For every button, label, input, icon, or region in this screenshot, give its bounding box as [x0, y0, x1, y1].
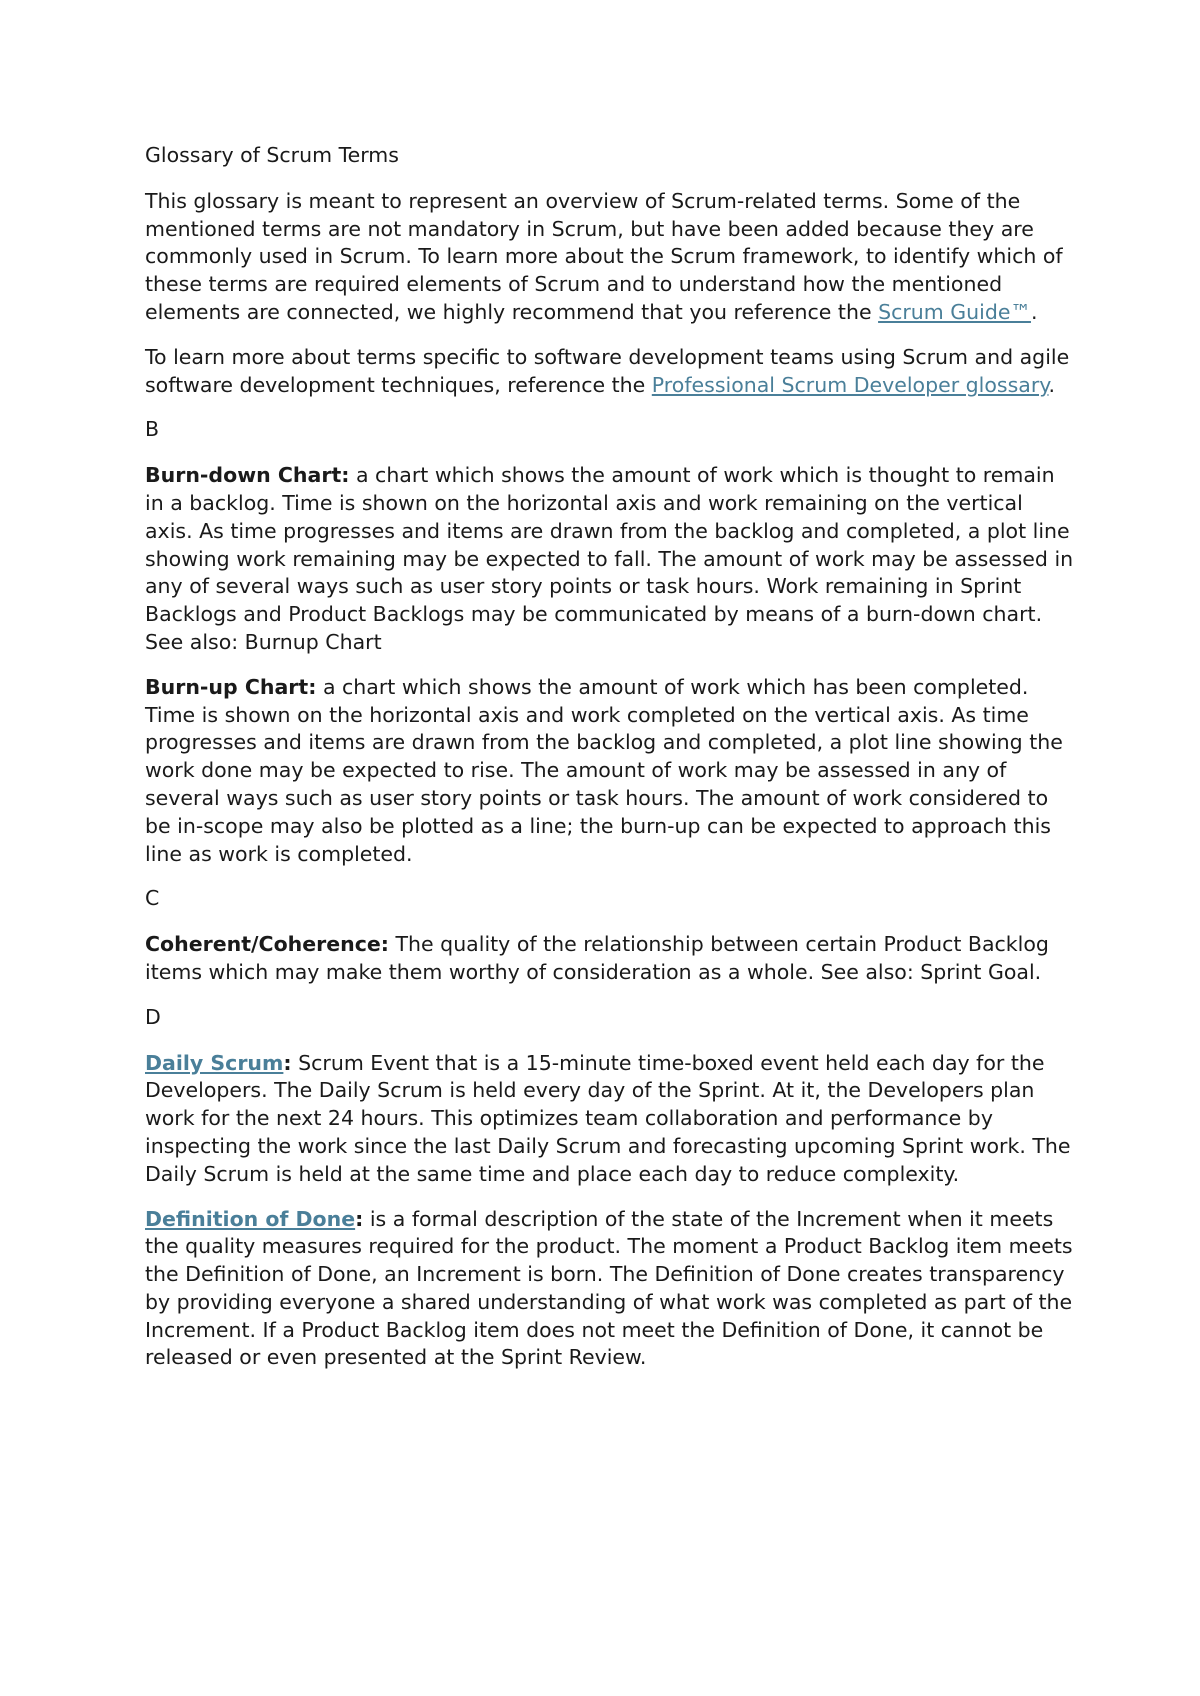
glossary-entry-burn-up-chart	[145, 674, 1075, 869]
scrum-guide-link[interactable]: Scrum Guide™	[878, 299, 1031, 324]
page-title: Glossary of Scrum Terms	[145, 143, 399, 167]
intro-text-end: .	[1030, 299, 1038, 324]
definition-of-done-link[interactable]: Definition of Done	[145, 1206, 356, 1231]
developer-glossary-link[interactable]: Professional Scrum Developer glossary	[651, 372, 1049, 397]
intro-paragraph-2	[145, 344, 1075, 400]
definition-daily-scrum: Scrum Event that is a 15-minute time-boxed event held each day for the Developers. The Daily Scrum is held every day of the Sprint. At it, the Developers plan work for the next 24 hours. This optimizes team collaboration and performance by inspecting the work since the last Daily Scrum and forecasting upcoming Sprint work. The Daily Scrum is held at the same time and place each day to reduce complexity.	[145, 1050, 1071, 1186]
term-suffix-daily-scrum: :	[283, 1050, 292, 1075]
intro-paragraph	[145, 188, 1075, 327]
definition-burn-down-chart: a chart which shows the amount of work which is thought to remain in a backlog. Time is shown on the horizontal axis and work remaining on the vertical axis. As time progresses and items are drawn from the backlog and completed, a plot line showing work remaining may be expected to fall. The amount of work may be assessed in any of several ways such as user story points or task hours. Work remaining in Sprint Backlogs and Product Backlogs may be communicated by means of a burn-down chart. See also: Burnup Chart	[145, 463, 1074, 654]
term-coherence: Coherent/Coherence:	[145, 932, 390, 957]
term-suffix-definition-of-done: :	[355, 1206, 364, 1231]
glossary-entry-daily-scrum	[145, 1050, 1075, 1189]
intro2-text-end: .	[1048, 372, 1055, 397]
intro2-text: To learn more about terms specific to software development teams using Scrum and agile software development techniques, reference the	[145, 344, 1070, 397]
term-burn-up-chart: Burn-up Chart:	[145, 674, 317, 699]
document-body	[145, 142, 1075, 1372]
glossary-entry-burn-down-chart	[145, 462, 1075, 657]
section-letter-d: D	[145, 1004, 161, 1029]
definition-coherence: The quality of the relationship between certain Product Backlog items which may make them worthy of consideration as a whole. See also: Sprint Goal.	[145, 932, 1049, 984]
intro-text: This glossary is meant to represent an overview of Scrum-related terms. Some of the mentioned terms are not mandatory in Scrum, but have been added because they are commonly used in Scrum. To learn more about the Scrum framework, to identify which of these terms are required elements of Scrum and to understand how the mentioned elements are connected, we highly recommend that you reference the	[145, 188, 1063, 324]
term-burn-down-chart: Burn-down Chart:	[145, 463, 350, 488]
glossary-entry-definition-of-done	[145, 1206, 1075, 1373]
section-letter-c: C	[145, 886, 160, 911]
daily-scrum-link[interactable]: Daily Scrum	[145, 1050, 284, 1075]
glossary-entry-coherence	[145, 931, 1075, 987]
definition-definition-of-done: is a formal description of the state of the Increment when it meets the quality measures required for the product. The moment a Product Backlog item meets the Definition of Done, an Increment is born. The Definition of Done creates transparency by providing everyone a shared understanding of what work was completed as part of the Increment. If a Product Backlog item does not meet the Definition of Done, it cannot be released or even presented at the Sprint Review.	[145, 1206, 1073, 1370]
definition-burn-up-chart: a chart which shows the amount of work which has been completed. Time is shown on the horizontal axis and work completed on the vertical axis. As time progresses and items are drawn from the backlog and completed, a plot line showing the work done may be expected to rise. The amount of work may be assessed in any of several ways such as user story points or task hours. The amount of work considered to be in-scope may also be plotted as a line; the burn-up can be expected to approach this line as work is completed.	[145, 674, 1063, 866]
section-letter-b: B	[145, 417, 160, 442]
